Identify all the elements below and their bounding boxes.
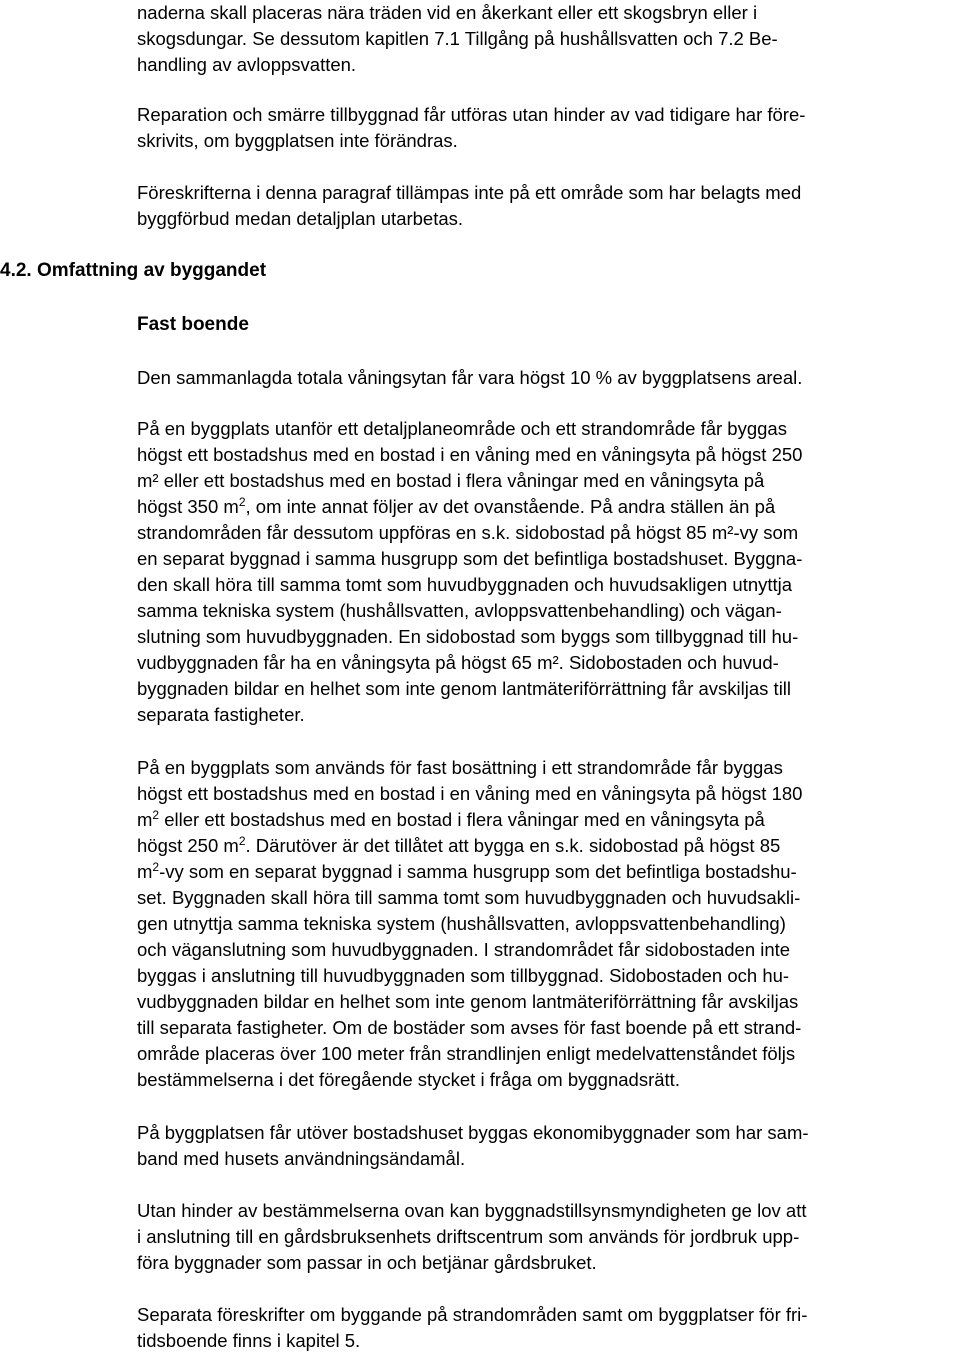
text-line: högst ett bostadshus med en bostad i en våning med en våningsyta på högst 250 (137, 444, 803, 465)
text-line: Separata föreskrifter om byggande på strandområden samt om byggplatser för fri- (137, 1304, 808, 1325)
paragraph-foreskrifterna (137, 180, 955, 232)
text-line: byggförbud medan detaljplan utarbetas. (137, 208, 464, 229)
text-line: tidsboende finns i kapitel 5. (137, 1330, 361, 1351)
paragraph-sammanlagda (137, 365, 955, 391)
text-line: Reparation och smärre tillbyggnad får utföras utan hinder av vad tidigare har före- (137, 104, 806, 125)
text-line: vudbyggnaden bildar en helhet som inte genom lantmäteriförrättning får avskiljas (137, 991, 799, 1012)
text-line: i anslutning till en gårdsbruksenhets driftscentrum som används för jordbruk upp- (137, 1226, 800, 1247)
text-line: högst 350 $m^2$, om inte annat följer av det ovanstående. På andra ställen än på (137, 495, 776, 517)
text-line: byggnaden bildar en helhet som inte genom lantmäteriförrättning får avskiljas till (137, 678, 792, 699)
text-line: naderna skall placeras nära träden vid en åkerkant eller ett skogsbryn eller i (137, 2, 758, 23)
text-line: band med husets användningsändamål. (137, 1148, 466, 1169)
text-line: till separata fastigheter. Om de bostäder som avses för fast boende på ett strand- (137, 1017, 802, 1038)
text-line: separata fastigheter. (137, 704, 305, 725)
text-line: Den sammanlagda totala våningsytan får vara högst 10 % av byggplatsens areal. (137, 367, 803, 388)
text-line: $m^2$ eller ett bostadshus med en bostad i flera våningar med en våningsyta på (137, 808, 765, 830)
text-line: område placeras över 100 meter från strandlinjen enligt medelvattenståndet följs (137, 1043, 796, 1064)
section-heading: 4.2. Omfattning av byggandet (0, 260, 267, 281)
paragraph-separata (137, 1302, 955, 1354)
text-line: set. Byggnaden skall höra till samma tomt som huvudbyggnaden och huvudsakli- (137, 887, 801, 908)
paragraph-fast-bosattning (137, 755, 955, 1093)
text-line: slutning som huvudbyggnaden. En sidobostad som byggs som tillbyggnad till hu- (137, 626, 799, 647)
paragraph-intro (137, 0, 955, 78)
text-line: byggas i anslutning till huvudbyggnaden som tillbyggnad. Sidobostaden och hu- (137, 965, 790, 986)
text-line: den skall höra till samma tomt som huvudbyggnaden och huvudsakligen utnyttja (137, 574, 793, 595)
text-line: vudbyggnaden får ha en våningsyta på högst 65 m². Sidobostaden och huvud- (137, 652, 779, 673)
superscript: 2 (152, 808, 160, 822)
text-line: strandområden får dessutom uppföras en s.k. sidobostad på högst 85 m²-vy som (137, 522, 799, 543)
text-line: bestämmelserna i det föregående stycket i fråga om byggnadsrätt. (137, 1069, 680, 1090)
paragraph-gardsbruk (137, 1198, 955, 1276)
text-line: samma tekniska system (hushållsvatten, avloppsvattenbehandling) och vägan- (137, 600, 782, 621)
text-line: skrivits, om byggplatsen inte förändras. (137, 130, 458, 151)
text-line: m² eller ett bostadshus med en bostad i flera våningar med en våningsyta på (137, 470, 765, 491)
superscript: 2 (238, 834, 246, 848)
text-line: skogsdungar. Se dessutom kapitlen 7.1 Tillgång på hushållsvatten och 7.2 Be- (137, 28, 778, 49)
superscript: 2 (238, 495, 246, 509)
text-line: På en byggplats utanför ett detaljplaneområde och ett strandområde får byggas (137, 418, 787, 439)
text-line: högst ett bostadshus med en bostad i en våning med en våningsyta på högst 180 (137, 783, 803, 804)
paragraph-reparation (137, 102, 955, 154)
text-line: På byggplatsen får utöver bostadshuset byggas ekonomibyggnader som har sam- (137, 1122, 809, 1143)
text-line: handling av avloppsvatten. (137, 54, 357, 75)
text-line: föra byggnader som passar in och betjänar gårdsbruket. (137, 1252, 597, 1273)
text-line: en separat byggnad i samma husgrupp som det befintliga bostadshuset. Byggna- (137, 548, 803, 569)
subheading-fast-boende: Fast boende (137, 314, 249, 335)
text-line: och väganslutning som huvudbyggnaden. I strandområdet får sidobostaden inte (137, 939, 791, 960)
paragraph-byggplats-utanfor (137, 416, 955, 728)
text-line: Föreskrifterna i denna paragraf tillämpas inte på ett område som har belagts med (137, 182, 802, 203)
text-line: $m^2-vy$ som en separat byggnad i samma husgrupp som det befintliga bostadshu- (137, 860, 797, 882)
text-line: På en byggplats som används för fast bosättning i ett strandområde får byggas (137, 757, 783, 778)
text-line: gen utnyttja samma tekniska system (hushållsvatten, avloppsvattenbehandling) (137, 913, 786, 934)
paragraph-ekonomibyggnader (137, 1120, 955, 1172)
text-line: högst 250 $m^2$. Därutöver är det tillåtet att bygga en s.k. sidobostad på högst 85 (137, 834, 781, 856)
superscript: 2 (152, 860, 160, 874)
text-line: Utan hinder av bestämmelserna ovan kan byggnadstillsynsmyndigheten ge lov att (137, 1200, 807, 1221)
